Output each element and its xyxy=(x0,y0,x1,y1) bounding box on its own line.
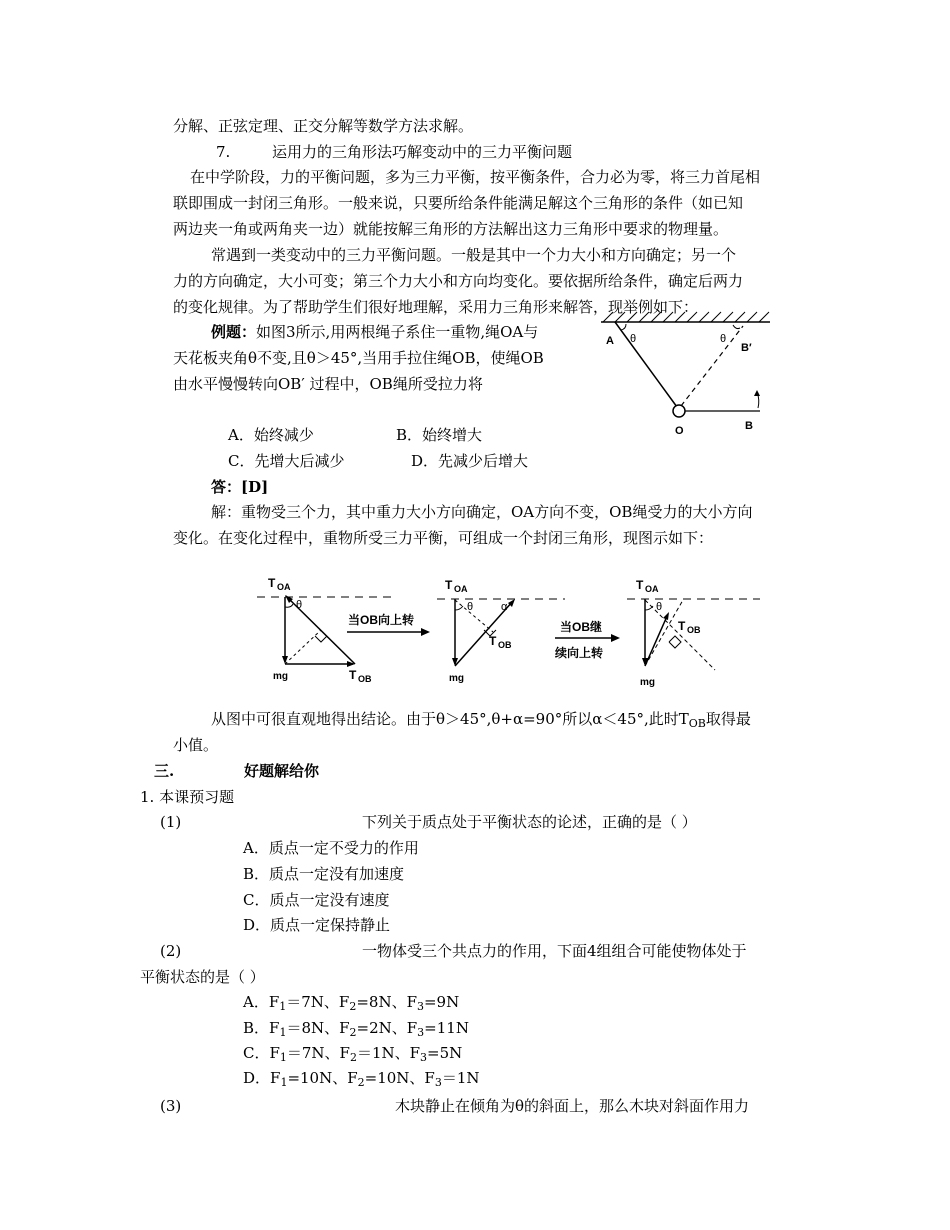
t-label: T xyxy=(678,619,686,633)
option-d: D．先减少后增大 xyxy=(411,452,529,470)
choice: C．质点一定没有速度 xyxy=(243,891,390,909)
answer: 答：[D] xyxy=(211,478,269,496)
label-a: A xyxy=(606,335,614,347)
subscript: 3 xyxy=(420,1051,428,1064)
conclusion-line: 小值。 xyxy=(173,736,219,754)
option-c: C．先增大后减少 xyxy=(228,452,345,470)
subscript: 3 xyxy=(416,1000,424,1013)
alpha-label: α xyxy=(501,601,508,613)
choice-text: A．F xyxy=(243,993,280,1011)
force-triangle-2 xyxy=(437,578,565,684)
conclusion-text: 从图中可很直观地得出结论。由于θ＞45°,θ+α=90°所以α＜45°,此时T xyxy=(211,710,689,728)
question-text: 一物体受三个共点力的作用，下面4组组合可能使物体处于 xyxy=(362,942,747,960)
choice-text: ＝1N xyxy=(441,1069,480,1087)
force-triangle-diagrams xyxy=(255,572,765,692)
label-o: O xyxy=(675,425,684,437)
choice-text: =10N、F xyxy=(287,1069,358,1087)
section-number: 三. xyxy=(154,762,175,780)
arrow-caption: 续向上转 xyxy=(555,646,604,660)
solution-line: 解：重物受三个力，其中重力大小方向确定，OA方向不变，OB绳受力的大小方向 xyxy=(211,503,753,521)
subscript: 1 xyxy=(279,1000,287,1013)
choice-text: =11N xyxy=(424,1019,469,1037)
force-triangle-1 xyxy=(257,576,395,684)
right-angle-mark xyxy=(669,636,681,648)
example-label: 例题： xyxy=(211,323,257,341)
transition-arrow-2 xyxy=(555,619,620,660)
perpendicular-dash xyxy=(285,630,321,664)
angle-arc xyxy=(621,324,626,330)
choice: B．质点一定没有加速度 xyxy=(243,865,405,883)
question-number: (2) xyxy=(160,942,182,960)
t-label: T xyxy=(489,634,497,648)
choice-text: =5N xyxy=(427,1044,463,1062)
paragraph-line: 常遇到一类变动中的三力平衡问题。一般是其中一个力大小和方向确定；另一个 xyxy=(211,246,737,264)
text-line: 分解、正弦定理、正交分解等数学方法求解。 xyxy=(173,117,474,135)
subsection-heading: 1. 本课预习题 xyxy=(140,788,235,806)
question-text: 平衡状态的是（ ） xyxy=(140,968,265,986)
subscript: 1 xyxy=(279,1026,287,1039)
paragraph-line: 两边夹一角或两角夹一边）就能按解三角形的方法解出这力三角形中要求的物理量。 xyxy=(173,220,729,238)
choice-text: C．F xyxy=(243,1044,280,1062)
question-text: 木块静止在倾角为θ的斜面上，那么木块对斜面作用力 xyxy=(395,1097,750,1115)
mg-label: mg xyxy=(640,677,655,688)
choice-text: =2N、F xyxy=(356,1019,418,1037)
mg-label: mg xyxy=(449,673,464,684)
subscript: 3 xyxy=(434,1076,442,1089)
label-b-prime: B′ xyxy=(741,342,752,354)
ob-subscript: OB xyxy=(498,640,512,650)
force-triangle-3 xyxy=(627,578,760,688)
conclusion-line xyxy=(211,709,751,729)
choice-text: B．F xyxy=(243,1019,280,1037)
choice-text: ＝8N、F xyxy=(286,1019,350,1037)
option-a: A．始终减少 xyxy=(228,426,314,444)
arrow-head xyxy=(611,634,620,642)
choice-text: ＝7N、F xyxy=(286,993,350,1011)
option-b: B．始终增大 xyxy=(396,426,483,444)
theta-label: θ xyxy=(467,601,474,613)
right-angle-mark xyxy=(315,636,327,642)
example-line xyxy=(211,322,538,342)
choice: A．质点一定不受力的作用 xyxy=(243,839,419,857)
choice xyxy=(243,1018,469,1038)
figure-3-diagram xyxy=(595,316,775,436)
section-number: 7. xyxy=(216,143,231,161)
choice xyxy=(243,1068,480,1088)
t-label: T xyxy=(445,578,453,592)
section-title: 运用力的三角形法巧解变动中的三力平衡问题 xyxy=(272,143,573,161)
t-label: T xyxy=(268,576,276,590)
example-line: 天花板夹角θ不变,且θ＞45°,当用手拉住绳OB，使绳OB xyxy=(173,349,544,367)
arrow-head xyxy=(663,612,669,620)
arrow-caption: 当OB向上转 xyxy=(348,613,415,627)
paragraph-line: 联即围成一封闭三角形。一般来说，只要所给条件能满足解这个三角形的条件（如已知 xyxy=(173,194,744,212)
subscript: 3 xyxy=(417,1026,425,1039)
weight-ring xyxy=(673,405,685,417)
solution-line: 变化。在变化过程中，重物所受三力平衡，可组成一个封闭三角形，现图示如下： xyxy=(173,529,714,547)
choice-text: =9N xyxy=(423,993,460,1011)
question-text: 下列关于质点处于平衡状态的论述，正确的是（ ） xyxy=(362,813,697,831)
arrow-head xyxy=(452,658,458,666)
ob-subscript: OB xyxy=(358,674,372,684)
arrow-head xyxy=(421,628,430,636)
choice-text: =10N、F xyxy=(364,1069,435,1087)
choice-text: ＝1N、F xyxy=(356,1044,421,1062)
ob-subscript: OB xyxy=(687,625,701,635)
paragraph-line: 的变化规律。为了帮助学生们很好地理解，采用力三角形来解答，现举例如下： xyxy=(173,298,699,316)
choice-text: D．F xyxy=(243,1069,281,1087)
subscript: 2 xyxy=(349,1051,357,1064)
choice-text: =8N、F xyxy=(356,993,417,1011)
paragraph-line: 在中学阶段，力的平衡问题，多为三力平衡，按平衡条件，合力必为零，将三力首尾相 xyxy=(190,168,761,186)
example-line: 由水平慢慢转向OB′ 过程中，OB绳所受拉力将 xyxy=(173,375,483,393)
subscript: 1 xyxy=(280,1076,288,1089)
label-theta: θ xyxy=(630,333,637,345)
label-theta: θ xyxy=(720,333,727,345)
rope-ob-prime xyxy=(681,326,743,406)
question-number: (3) xyxy=(160,1097,182,1115)
subscript: 2 xyxy=(349,1026,357,1039)
label-b: B xyxy=(745,420,753,432)
paragraph-line: 力的方向确定，大小可变；第三个力大小和方向均变化。要依据所给条件，确定后两力 xyxy=(173,272,744,290)
subscript: 2 xyxy=(349,1000,357,1013)
section-title: 好题解给你 xyxy=(244,762,320,780)
arrow-head xyxy=(282,656,288,664)
rope-oa xyxy=(615,322,677,407)
angle-arc xyxy=(285,604,293,607)
arrow-head xyxy=(754,390,760,396)
ob-subscript: OB xyxy=(688,717,706,730)
theta-label: θ xyxy=(656,601,663,613)
oa-subscript: OA xyxy=(645,584,659,594)
oa-subscript: OA xyxy=(277,582,291,592)
t-label: T xyxy=(349,668,357,682)
angle-arc xyxy=(733,325,740,329)
subscript: 1 xyxy=(279,1051,287,1064)
angle-arc xyxy=(455,606,463,610)
example-text: 如图3所示,用两根绳子系住一重物,绳OA与 xyxy=(256,323,539,341)
subscript: 2 xyxy=(357,1076,365,1089)
oa-subscript: OA xyxy=(454,584,468,594)
choice-text: ＝7N、F xyxy=(286,1044,350,1062)
question-number: (1) xyxy=(160,813,182,831)
choice xyxy=(243,1043,462,1063)
theta-label: θ xyxy=(296,599,303,611)
transition-arrow-1 xyxy=(347,612,430,636)
t-oa-dash xyxy=(455,600,493,632)
arrow-caption: 当OB继 xyxy=(560,620,603,634)
previous-t-ob-dash xyxy=(645,600,683,666)
choice: D．质点一定保持静止 xyxy=(243,916,391,934)
mg-label: mg xyxy=(273,671,288,682)
t-label: T xyxy=(636,578,644,592)
t-ob-vector xyxy=(645,614,668,666)
choice xyxy=(243,992,459,1012)
conclusion-text: 取得最 xyxy=(705,710,751,728)
